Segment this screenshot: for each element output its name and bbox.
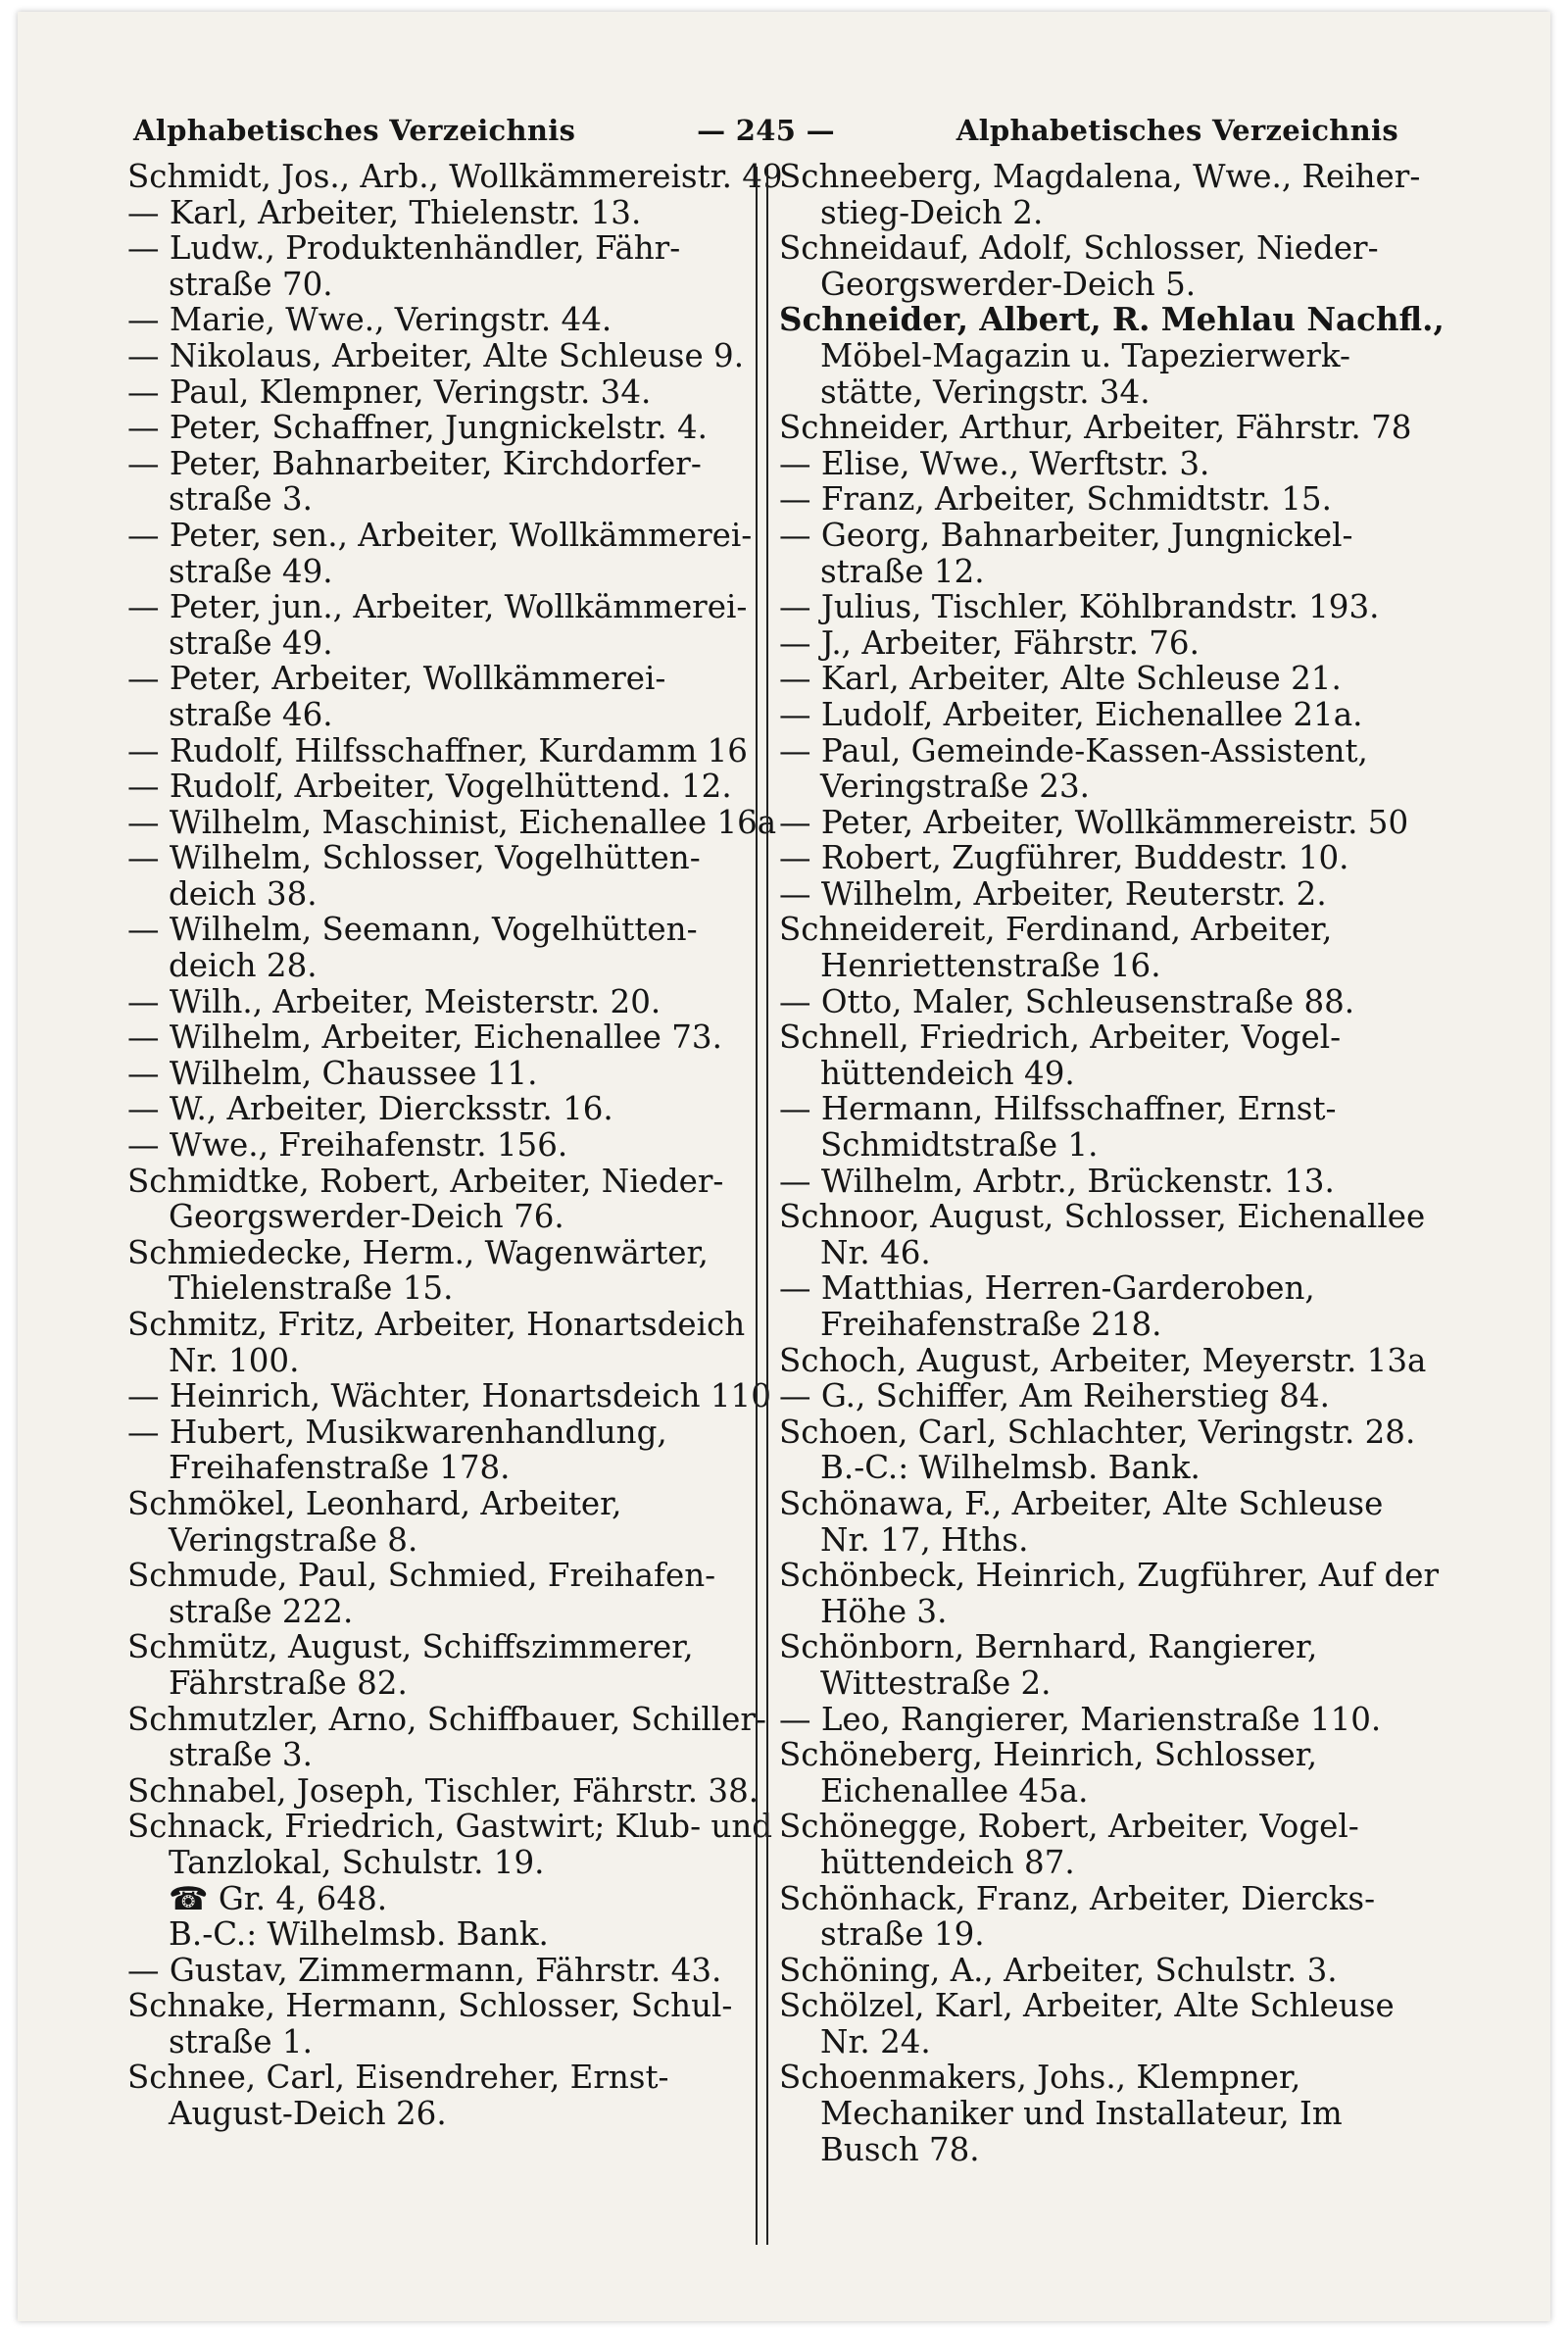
directory-entry bbox=[779, 1557, 1440, 1630]
entry-line: Schnake, Hermann, Schlosser, Schul- bbox=[127, 1987, 733, 2025]
entry-line: — Heinrich, Wächter, Honartsdeich 110 bbox=[127, 1377, 771, 1415]
entry-line: Schnoor, August, Schlosser, Eichenallee bbox=[779, 1198, 1426, 1236]
directory-entry bbox=[127, 1127, 774, 1164]
directory-entry bbox=[779, 697, 1426, 733]
directory-entry bbox=[779, 1486, 1426, 1558]
directory-entry bbox=[127, 1558, 774, 1629]
entry-line: — Marie, Wwe., Veringstr. 44. bbox=[127, 301, 612, 339]
entry-continuation: deich 38. bbox=[169, 874, 318, 913]
directory-entry bbox=[127, 518, 774, 589]
entry-line: Schmude, Paul, Schmied, Freihafen- bbox=[127, 1557, 716, 1595]
directory-entry bbox=[127, 1019, 774, 1056]
directory-entry bbox=[127, 1056, 774, 1092]
entry-continuation: straße 19. bbox=[820, 1915, 985, 1954]
directory-entry bbox=[779, 159, 1426, 230]
entry-line: — Hubert, Musikwarenhandlung, bbox=[127, 1413, 667, 1451]
entry-continuation: straße 46. bbox=[169, 695, 333, 733]
directory-entry bbox=[127, 912, 774, 983]
entry-continuation: Wittestraße 2. bbox=[820, 1663, 1052, 1702]
directory-entry bbox=[127, 1307, 774, 1378]
directory-entry bbox=[127, 1378, 774, 1415]
directory-entry bbox=[127, 984, 774, 1020]
entry-line: — Georg, Bahnarbeiter, Jungnickel- bbox=[779, 516, 1353, 554]
entry-line: Schönbeck, Heinrich, Zugführer, Auf der bbox=[779, 1557, 1440, 1595]
entry-line: — Rudolf, Arbeiter, Vogelhüttend. 12. bbox=[127, 768, 732, 806]
directory-entry bbox=[127, 1809, 774, 1952]
entry-line: — Wwe., Freihafenstr. 156. bbox=[127, 1126, 568, 1165]
entry-line: Schnack, Friedrich, Gastwirt; Klub- und bbox=[127, 1808, 773, 1846]
entry-continuation: Thielenstraße 15. bbox=[169, 1269, 454, 1308]
entry-continuation: Busch 78. bbox=[820, 2130, 980, 2168]
directory-entry bbox=[779, 1378, 1426, 1415]
directory-entry bbox=[779, 2060, 1426, 2167]
entry-continuation: straße 1. bbox=[169, 2022, 313, 2060]
directory-entry bbox=[779, 410, 1426, 446]
entry-line: — Gustav, Zimmermann, Fährstr. 43. bbox=[127, 1951, 722, 1989]
directory-entry bbox=[779, 230, 1426, 302]
directory-entry bbox=[127, 1702, 774, 1773]
entry-line: — G., Schiffer, Am Reiherstieg 84. bbox=[779, 1377, 1330, 1415]
entry-continuation: Tanzlokal, Schulstr. 19. bbox=[169, 1843, 545, 1881]
entry-continuation: Nr. 100. bbox=[169, 1341, 300, 1379]
directory-entry bbox=[779, 589, 1426, 625]
entry-line: Schmökel, Leonhard, Arbeiter, bbox=[127, 1484, 622, 1522]
directory-entry bbox=[779, 1881, 1426, 1953]
entry-continuation: straße 222. bbox=[169, 1592, 354, 1630]
directory-entry bbox=[779, 625, 1426, 662]
entry-line: Schönawa, F., Arbeiter, Alte Schleuse bbox=[779, 1484, 1384, 1522]
entry-continuation: straße 49. bbox=[169, 552, 333, 590]
header-left-title: Alphabetisches Verzeichnis bbox=[133, 114, 576, 147]
entry-line: — Rudolf, Hilfsschaffner, Kurdamm 16 bbox=[127, 731, 748, 769]
directory-entry bbox=[127, 410, 774, 446]
entry-line: — Franz, Arbeiter, Schmidtstr. 15. bbox=[779, 480, 1332, 519]
directory-entry bbox=[127, 195, 774, 231]
entry-line: Schönborn, Bernhard, Rangierer, bbox=[779, 1628, 1318, 1666]
entry-line: Schneidauf, Adolf, Schlosser, Nieder- bbox=[779, 229, 1379, 268]
directory-entry bbox=[779, 1343, 1426, 1379]
directory-entry bbox=[779, 876, 1426, 913]
entry-line: — Wilhelm, Arbeiter, Reuterstr. 2. bbox=[779, 874, 1327, 913]
directory-entry bbox=[779, 1270, 1426, 1342]
entry-line: Schneeberg, Magdalena, Wwe., Reiher- bbox=[779, 158, 1421, 195]
directory-entry bbox=[779, 1953, 1426, 1989]
directory-entry bbox=[127, 446, 774, 518]
directory-entry bbox=[127, 2060, 774, 2131]
entry-line: — Wilhelm, Maschinist, Eichenallee 16a bbox=[127, 803, 777, 841]
directory-entry bbox=[779, 1737, 1426, 1809]
entry-continuation: straße 70. bbox=[169, 265, 333, 303]
directory-entry bbox=[779, 481, 1426, 518]
entry-line: Schoenmakers, Johs., Klempner, bbox=[779, 2059, 1301, 2097]
directory-entry bbox=[127, 733, 774, 769]
directory-entry bbox=[779, 300, 1445, 411]
entry-line: — Wilh., Arbeiter, Meisterstr. 20. bbox=[127, 982, 662, 1020]
directory-entry bbox=[779, 840, 1426, 876]
entry-line: Schoen, Carl, Schlachter, Veringstr. 28. bbox=[779, 1413, 1416, 1451]
entry-continuation: Georgswerder-Deich 76. bbox=[169, 1198, 564, 1236]
entry-line: — Peter, jun., Arbeiter, Wollkämmerei- bbox=[127, 588, 748, 626]
directory-entry bbox=[127, 840, 774, 912]
entry-continuation: Freihafenstraße 178. bbox=[169, 1449, 511, 1487]
directory-entry bbox=[779, 1702, 1426, 1738]
page-header bbox=[133, 114, 1398, 159]
entry-line: Schmitz, Fritz, Arbeiter, Honartsdeich bbox=[127, 1306, 746, 1343]
entry-line: — J., Arbeiter, Fährstr. 76. bbox=[779, 623, 1200, 662]
entry-line: — Wilhelm, Seemann, Vogelhütten- bbox=[127, 911, 698, 949]
entry-line: — Paul, Gemeinde-Kassen-Assistent, bbox=[779, 731, 1368, 769]
entry-continuation: Nr. 46. bbox=[820, 1233, 931, 1271]
entry-line: Schnabel, Joseph, Tischler, Fährstr. 38. bbox=[127, 1771, 760, 1810]
directory-entry bbox=[127, 338, 774, 374]
directory-entry bbox=[127, 589, 774, 661]
entry-line: Schoch, August, Arbeiter, Meyerstr. 13a bbox=[779, 1341, 1427, 1379]
entry-continuation: Freihafenstraße 218. bbox=[820, 1306, 1162, 1343]
directory-entry bbox=[127, 1988, 774, 2060]
entry-line: Schmiedecke, Herm., Wagenwärter, bbox=[127, 1233, 709, 1271]
directory-entry bbox=[127, 803, 777, 841]
entry-continuation: stätte, Veringstr. 34. bbox=[820, 372, 1151, 411]
directory-entry bbox=[779, 1629, 1426, 1701]
entry-continuation: August-Deich 26. bbox=[169, 2095, 447, 2133]
entry-continuation: Eichenallee 45a. bbox=[820, 1771, 1089, 1810]
entry-line: — Julius, Tischler, Köhlbrandstr. 193. bbox=[779, 588, 1380, 626]
directory-entry bbox=[779, 518, 1426, 589]
entry-continuation: straße 3. bbox=[169, 1736, 313, 1774]
entry-line: — Peter, Schaffner, Jungnickelstr. 4. bbox=[127, 409, 708, 447]
left-column bbox=[127, 158, 783, 2133]
entry-line: — Wilhelm, Arbtr., Brückenstr. 13. bbox=[779, 1162, 1335, 1200]
directory-entry bbox=[779, 733, 1426, 805]
entry-line: Schnell, Friedrich, Arbeiter, Vogel- bbox=[779, 1018, 1342, 1057]
entry-line: Schmidt, Jos., Arb., Wollkämmereistr. 49 bbox=[127, 158, 783, 195]
entry-continuation: Veringstraße 23. bbox=[820, 768, 1090, 806]
directory-entry bbox=[779, 984, 1426, 1020]
directory-entry bbox=[127, 1415, 774, 1486]
directory-entry bbox=[127, 1773, 774, 1810]
entry-line: — Peter, Arbeiter, Wollkämmerei- bbox=[127, 660, 666, 698]
directory-entry bbox=[127, 230, 774, 302]
entry-continuation: Veringstraße 8. bbox=[169, 1520, 418, 1559]
entry-continuation: Mechaniker und Installateur, Im bbox=[820, 2095, 1343, 2133]
entry-line: — Matthias, Herren-Garderoben, bbox=[779, 1269, 1315, 1308]
entry-continuation: straße 49. bbox=[169, 623, 333, 662]
directory-entry bbox=[127, 1235, 774, 1307]
entry-continuation: Höhe 3. bbox=[820, 1592, 948, 1630]
page-number: — 245 — bbox=[697, 114, 835, 147]
entry-line: — Karl, Arbeiter, Thielenstr. 13. bbox=[127, 193, 642, 231]
entry-line: — Karl, Arbeiter, Alte Schleuse 21. bbox=[779, 660, 1342, 698]
entry-continuation: stieg-Deich 2. bbox=[820, 193, 1044, 231]
entry-line: — Ludw., Produktenhändler, Fähr- bbox=[127, 229, 681, 268]
directory-entry bbox=[127, 1091, 774, 1127]
directory-entry bbox=[127, 1486, 774, 1558]
directory-entry bbox=[127, 769, 774, 805]
entry-line: — Hermann, Hilfsschaffner, Ernst- bbox=[779, 1090, 1337, 1128]
column-divider bbox=[756, 167, 768, 2245]
directory-entry bbox=[127, 158, 783, 195]
entry-line: Schöning, A., Arbeiter, Schulstr. 3. bbox=[779, 1951, 1338, 1989]
entry-line: — Elise, Wwe., Werftstr. 3. bbox=[779, 444, 1210, 482]
entry-continuation: deich 28. bbox=[169, 947, 318, 985]
entry-line: — Peter, Bahnarbeiter, Kirchdorfer- bbox=[127, 444, 702, 482]
right-column bbox=[779, 158, 1445, 2168]
directory-entry bbox=[779, 1199, 1426, 1270]
entry-line: — Wilhelm, Chaussee 11. bbox=[127, 1054, 538, 1092]
entry-line: — Paul, Klempner, Veringstr. 34. bbox=[127, 372, 652, 411]
entry-continuation: Henriettenstraße 16. bbox=[820, 947, 1161, 985]
entry-line: Schmutzler, Arno, Schiffbauer, Schiller- bbox=[127, 1700, 766, 1738]
entry-line: — Peter, sen., Arbeiter, Wollkämmerei- bbox=[127, 516, 753, 554]
entry-line: Schmütz, August, Schiffszimmerer, bbox=[127, 1628, 694, 1666]
entry-line: Schöneberg, Heinrich, Schlosser, bbox=[779, 1736, 1318, 1774]
header-right-title: Alphabetisches Verzeichnis bbox=[956, 114, 1398, 147]
directory-entry bbox=[779, 446, 1426, 482]
entry-continuation: Nr. 24. bbox=[820, 2022, 931, 2060]
directory-entry bbox=[127, 661, 774, 732]
directory-entry bbox=[779, 1019, 1426, 1091]
entry-line: Schölzel, Karl, Arbeiter, Alte Schleuse bbox=[779, 1987, 1395, 2025]
directory-entry bbox=[779, 1809, 1426, 1880]
entry-continuation: hüttendeich 49. bbox=[820, 1054, 1075, 1092]
entry-line: — Wilhelm, Schlosser, Vogelhütten- bbox=[127, 839, 701, 877]
directory-entry bbox=[127, 302, 774, 338]
entry-continuation: ☎ Gr. 4, 648. bbox=[169, 1879, 388, 1917]
entry-continuation: straße 12. bbox=[820, 552, 985, 590]
directory-entry bbox=[127, 1953, 774, 1989]
entry-line: Schneidereit, Ferdinand, Arbeiter, bbox=[779, 911, 1333, 949]
entry-line: — W., Arbeiter, Diercksstr. 16. bbox=[127, 1090, 613, 1128]
directory-entry bbox=[779, 1091, 1426, 1163]
entry-line: Schneider, Albert, R. Mehlau Nachfl., bbox=[779, 300, 1445, 339]
entry-line: — Otto, Maler, Schleusenstraße 88. bbox=[779, 982, 1355, 1020]
entry-line: — Robert, Zugführer, Buddestr. 10. bbox=[779, 839, 1349, 877]
entry-line: — Nikolaus, Arbeiter, Alte Schleuse 9. bbox=[127, 336, 745, 374]
directory-entry bbox=[779, 912, 1426, 983]
entry-line: Schnee, Carl, Eisendreher, Ernst- bbox=[127, 2059, 669, 2097]
entry-continuation: straße 3. bbox=[169, 480, 313, 519]
directory-entry bbox=[779, 805, 1426, 841]
directory-entry bbox=[127, 374, 774, 411]
entry-continuation: Georgswerder-Deich 5. bbox=[820, 265, 1197, 303]
entry-line: — Ludolf, Arbeiter, Eichenallee 21a. bbox=[779, 695, 1363, 733]
directory-entry bbox=[779, 1415, 1426, 1486]
entry-line: Schneider, Arthur, Arbeiter, Fährstr. 78 bbox=[779, 409, 1412, 447]
entry-continuation: hüttendeich 87. bbox=[820, 1843, 1075, 1881]
directory-entry bbox=[779, 1988, 1426, 2060]
directory-entry bbox=[779, 661, 1426, 697]
entry-continuation: Möbel-Magazin u. Tapezierwerk- bbox=[820, 336, 1351, 374]
directory-entry bbox=[127, 1164, 774, 1235]
entry-line: — Peter, Arbeiter, Wollkämmereistr. 50 bbox=[779, 803, 1409, 841]
entry-line: Schönhack, Franz, Arbeiter, Diercks- bbox=[779, 1879, 1376, 1917]
directory-entry bbox=[779, 1164, 1426, 1200]
entry-continuation: B.-C.: Wilhelmsb. Bank. bbox=[820, 1449, 1200, 1487]
directory-entry bbox=[127, 1629, 774, 1701]
entry-line: — Leo, Rangierer, Marienstraße 110. bbox=[779, 1700, 1382, 1738]
entry-continuation: Schmidtstraße 1. bbox=[820, 1126, 1099, 1165]
entry-continuation: Nr. 17, Hths. bbox=[820, 1520, 1029, 1559]
entry-continuation: Fährstraße 82. bbox=[169, 1663, 408, 1702]
entry-line: — Wilhelm, Arbeiter, Eichenallee 73. bbox=[127, 1018, 722, 1057]
entry-line: Schönegge, Robert, Arbeiter, Vogel- bbox=[779, 1808, 1359, 1846]
entry-line: Schmidtke, Robert, Arbeiter, Nieder- bbox=[127, 1162, 724, 1200]
entry-continuation: B.-C.: Wilhelmsb. Bank. bbox=[169, 1915, 549, 1954]
